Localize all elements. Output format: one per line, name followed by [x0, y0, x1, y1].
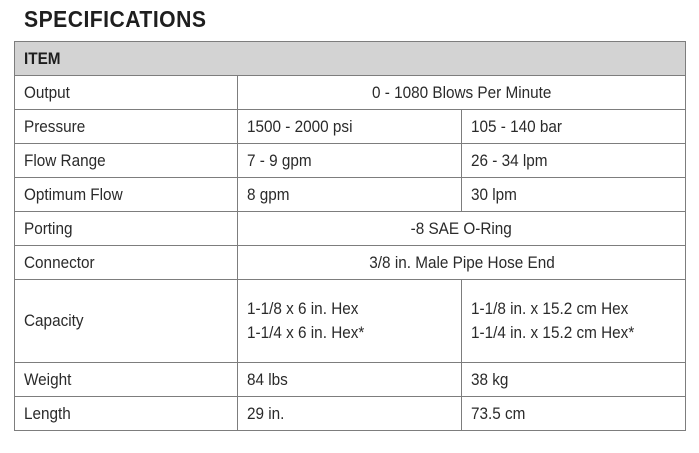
row-value-metric: 73.5 cm	[462, 397, 686, 431]
row-value-metric: 26 - 34 lpm	[462, 144, 686, 178]
capacity-imperial-line-1: 1-1/8 x 6 in. Hex	[247, 299, 359, 318]
row-value-metric: 38 kg	[462, 363, 686, 397]
row-label: Flow Range	[15, 144, 238, 178]
page-title: SPECIFICATIONS	[24, 6, 207, 32]
row-label: Capacity	[15, 280, 238, 363]
row-value-imperial	[238, 280, 462, 363]
capacity-metric-line-1: 1-1/8 in. x 15.2 cm Hex	[471, 299, 629, 318]
row-label: Length	[15, 397, 238, 431]
row-value: -8 SAE O-Ring	[238, 212, 686, 246]
row-label: Weight	[15, 363, 238, 397]
table-row-weight	[15, 363, 686, 397]
row-label: Optimum Flow	[15, 178, 238, 212]
table-row-flow-range	[15, 144, 686, 178]
table-row-porting	[15, 212, 686, 246]
table-row-output	[15, 76, 686, 110]
table-header-row	[15, 42, 686, 76]
row-value-imperial: 1500 - 2000 psi	[238, 110, 462, 144]
row-value-metric: 30 lpm	[462, 178, 686, 212]
row-label: Porting	[15, 212, 238, 246]
table-header-item: ITEM	[15, 42, 686, 76]
row-value-imperial: 7 - 9 gpm	[238, 144, 462, 178]
specifications-table	[14, 41, 686, 431]
table-row-pressure	[15, 110, 686, 144]
row-value-imperial: 29 in.	[238, 397, 462, 431]
row-value-imperial: 8 gpm	[238, 178, 462, 212]
row-value: 0 - 1080 Blows Per Minute	[238, 76, 686, 110]
table-row-optimum-flow	[15, 178, 686, 212]
table-row-length	[15, 397, 686, 431]
row-value-metric: 105 - 140 bar	[462, 110, 686, 144]
row-value: 3/8 in. Male Pipe Hose End	[238, 246, 686, 280]
capacity-metric-line-2: 1-1/4 in. x 15.2 cm Hex*	[471, 323, 635, 342]
table-row-connector	[15, 246, 686, 280]
row-label: Output	[15, 76, 238, 110]
capacity-imperial-line-2: 1-1/4 x 6 in. Hex*	[247, 323, 365, 342]
row-label: Pressure	[15, 110, 238, 144]
table-row-capacity	[15, 280, 686, 363]
row-label: Connector	[15, 246, 238, 280]
row-value-metric	[462, 280, 686, 363]
row-value-imperial: 84 lbs	[238, 363, 462, 397]
